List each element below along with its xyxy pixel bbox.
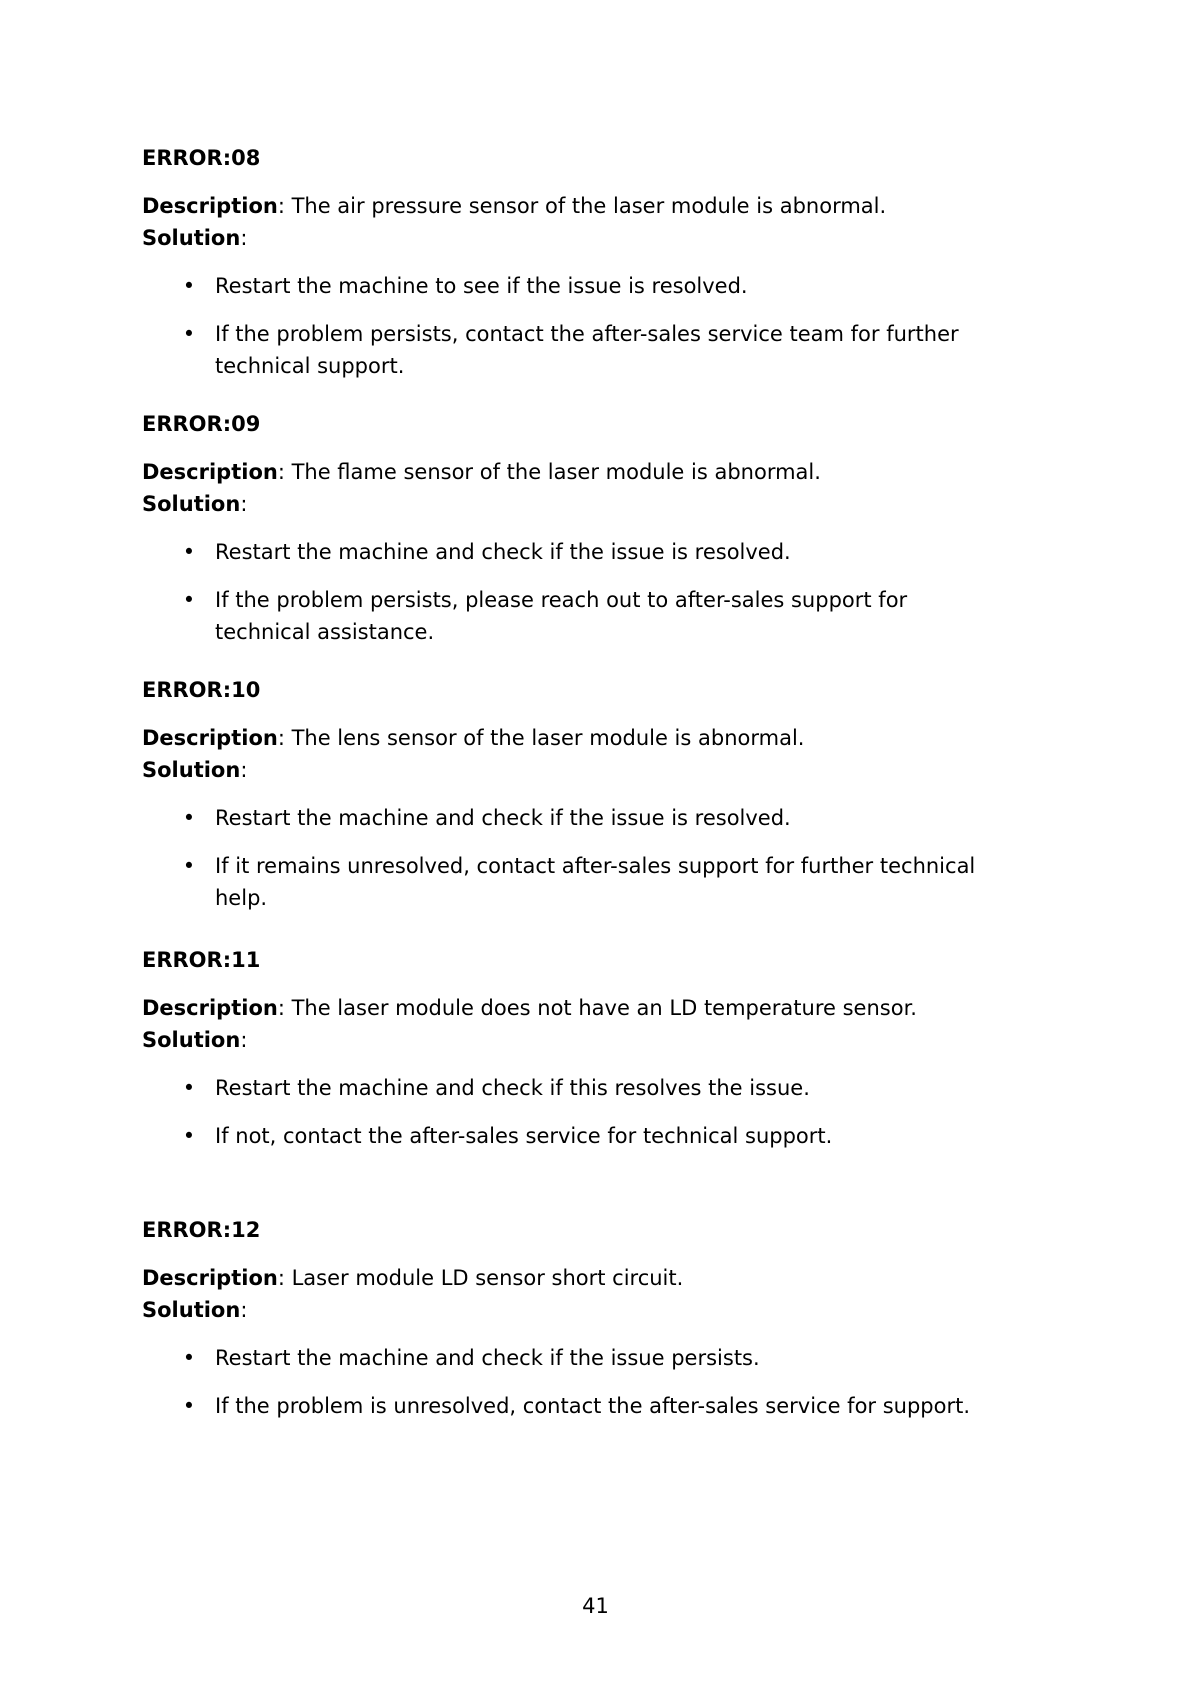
bullet-icon: • — [182, 588, 196, 612]
error-section-08 — [142, 142, 1042, 398]
step-text: If the problem is unresolved, contact the after-sales service for support. — [215, 1394, 971, 1418]
solution-line — [142, 1294, 1042, 1326]
bullet-icon: • — [182, 322, 196, 346]
error-section-12 — [142, 1214, 1042, 1438]
bullet-icon: • — [182, 1346, 196, 1370]
solution-step — [142, 850, 995, 914]
description-line — [142, 992, 1042, 1024]
description-text: : The laser module does not have an LD temperature sensor. — [277, 996, 917, 1020]
bullet-icon: • — [182, 806, 196, 830]
bullet-icon: • — [182, 1394, 196, 1418]
bullet-icon: • — [182, 854, 196, 878]
step-text: Restart the machine and check if the issue is resolved. — [215, 806, 791, 830]
description-label: Description — [142, 1266, 278, 1290]
description-line — [142, 1262, 1042, 1294]
solution-steps — [142, 1342, 1042, 1422]
bullet-icon: • — [182, 274, 196, 298]
error-code: ERROR:08 — [142, 146, 261, 170]
description-label: Description — [142, 194, 278, 218]
description-text: : The air pressure sensor of the laser module is abnormal. — [277, 194, 887, 218]
error-code: ERROR:11 — [142, 948, 261, 972]
solution-step — [142, 270, 995, 302]
solution-suffix: : — [240, 758, 248, 782]
solution-step — [142, 536, 995, 568]
solution-suffix: : — [240, 1298, 248, 1322]
step-text: Restart the machine and check if the issue persists. — [215, 1346, 760, 1370]
error-code: ERROR:09 — [142, 412, 261, 436]
description-line — [142, 722, 1042, 754]
error-code: ERROR:12 — [142, 1218, 261, 1242]
error-section-11 — [142, 944, 1042, 1168]
solution-step — [142, 584, 995, 648]
solution-steps — [142, 536, 1042, 648]
step-text: Restart the machine to see if the issue is resolved. — [215, 274, 748, 298]
solution-step — [142, 802, 995, 834]
bullet-icon: • — [182, 540, 196, 564]
step-text: Restart the machine and check if this resolves the issue. — [215, 1076, 810, 1100]
solution-step — [142, 318, 995, 382]
solution-label: Solution — [142, 758, 241, 782]
step-text: If the problem persists, please reach out to after-sales support for technical assistance. — [215, 588, 908, 644]
description-line — [142, 190, 1042, 222]
error-section-10 — [142, 674, 1042, 930]
bullet-icon: • — [182, 1124, 196, 1148]
solution-suffix: : — [240, 1028, 248, 1052]
description-label: Description — [142, 460, 278, 484]
error-section-09 — [142, 408, 1042, 664]
description-line — [142, 456, 1042, 488]
solution-step — [142, 1390, 995, 1422]
solution-label: Solution — [142, 1028, 241, 1052]
solution-line — [142, 1024, 1042, 1056]
solution-steps — [142, 802, 1042, 914]
solution-steps — [142, 270, 1042, 382]
step-text: If it remains unresolved, contact after-sales support for further technical help. — [215, 854, 976, 910]
solution-step — [142, 1342, 995, 1374]
solution-step — [142, 1120, 995, 1152]
description-label: Description — [142, 996, 278, 1020]
description-text: : The lens sensor of the laser module is abnormal. — [277, 726, 805, 750]
solution-suffix: : — [240, 492, 248, 516]
solution-label: Solution — [142, 226, 241, 250]
description-text: : Laser module LD sensor short circuit. — [277, 1266, 684, 1290]
solution-line — [142, 222, 1042, 254]
step-text: If the problem persists, contact the after-sales service team for further technical support. — [215, 322, 959, 378]
solution-label: Solution — [142, 1298, 241, 1322]
step-text: If not, contact the after-sales service for technical support. — [215, 1124, 833, 1148]
error-code: ERROR:10 — [142, 678, 261, 702]
solution-label: Solution — [142, 492, 241, 516]
description-text: : The flame sensor of the laser module is abnormal. — [277, 460, 821, 484]
page-number: 41 — [582, 1594, 609, 1618]
solution-line — [142, 754, 1042, 786]
solution-steps — [142, 1072, 1042, 1152]
description-label: Description — [142, 726, 278, 750]
solution-step — [142, 1072, 995, 1104]
bullet-icon: • — [182, 1076, 196, 1100]
solution-suffix: : — [240, 226, 248, 250]
step-text: Restart the machine and check if the issue is resolved. — [215, 540, 791, 564]
solution-line — [142, 488, 1042, 520]
